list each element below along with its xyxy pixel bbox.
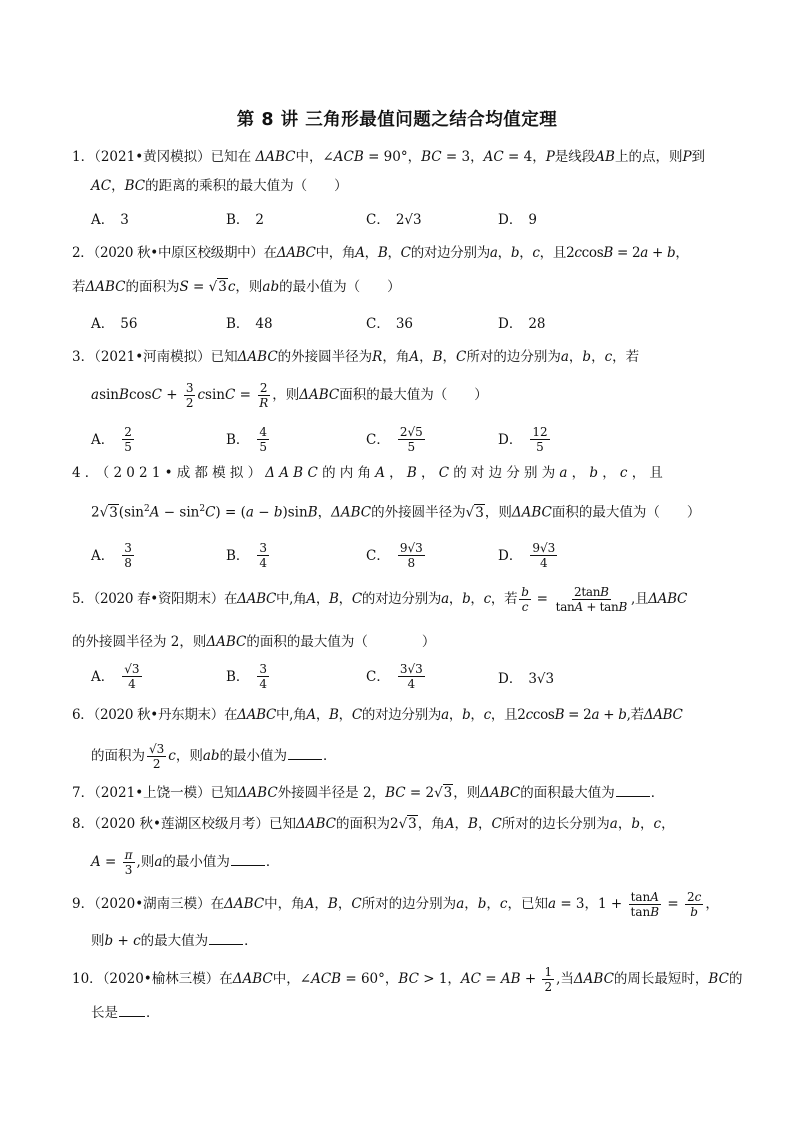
question-1-line-2: AC，BC的距离的乘积的最大值为（ ） — [91, 178, 348, 194]
question-6-line-2: 的面积为 $\frac{√3}{2}$ c，则ab的最小值为 ． — [91, 742, 337, 771]
question-6-line-1: 6．（2020 秋•丹东期末）在ΔABC中,角A，B，C的对边分别为a，b，c，且2ccosB = 2a + b,若ΔABC — [72, 707, 683, 723]
answer-blank[interactable] — [288, 745, 322, 760]
q1-option-a: A． 3 — [91, 212, 129, 228]
q5-option-b: B． $\frac{3}{4}$ — [226, 662, 268, 691]
q3-option-d: D． $\frac{12}{5}$ — [498, 425, 548, 454]
question-9-line-1: 9．（2020•湖南三模）在ΔABC中，角A，B，C所对的边分别为a，b，c，已知a = 3，1 + $\frac{\tan A}{\tan B}$ = $\frac{2c}{b}$ ， — [72, 890, 719, 919]
question-8-line-2: A = $\frac{\pi}{3}$ ,则a的最小值为 ． — [91, 848, 280, 877]
page-title: 第 8 讲 三角形最值问题之结合均值定理 — [236, 110, 558, 130]
q1-option-b: B． 2 — [226, 212, 265, 228]
question-7-line-1: 7．（2021•上饶一模）已知ΔABC外接圆半径是 2，BC = 2√3，则ΔABC的面积最大值为 ． — [72, 782, 664, 803]
question-9-line-2: 则b + c的最大值为 ． — [91, 930, 258, 951]
question-3-line-1: 3．（2021•河南模拟）已知ΔABC的外接圆半径为R，角A，B，C所对的边分别为a，b，c，若 — [72, 349, 640, 365]
answer-blank[interactable] — [119, 1002, 145, 1017]
question-1-line-1: 1．（2021•黄冈模拟）已知在 ΔABC中，∠ACB = 90°，BC = 3，AC = 4，P是线段AB上的点，则P到 — [72, 149, 706, 165]
question-2-line-2: 若ΔABC的面积为S = √3c，则ab的最小值为（ ） — [72, 279, 401, 295]
q5-option-c: C． $\frac{3√3}{4}$ — [366, 662, 423, 691]
q3-option-a: A． $\frac{2}{5}$ — [91, 425, 132, 454]
answer-blank[interactable] — [616, 782, 650, 797]
question-5-line-2: 的外接圆半径为 2，则ΔABC的面积的最大值为（ ） — [72, 634, 436, 650]
q2-option-b: B． 48 — [226, 316, 273, 332]
q2-option-a: A． 56 — [91, 316, 138, 332]
q4-option-b: B． $\frac{3}{4}$ — [226, 541, 268, 570]
question-4-line-2: $2√3(\sin^2A - \sin^2C) = (a - b)\sin B$，ΔABC的外接圆半径为√3，则ΔABC面积的最大值为（ ） — [91, 504, 701, 521]
question-10-line-1: 10．（2020•榆林三模）在ΔABC中，∠ACB = 60°，BC > 1，AC = AB + $\frac{1}{2}$ ,当ΔABC的周长最短时，BC的 — [72, 965, 743, 994]
q3-option-c: C． $\frac{2√5}{5}$ — [366, 425, 423, 454]
q4-option-d: D． $\frac{9√3}{4}$ — [498, 541, 556, 570]
question-4-line-1: 4．（2021•成都模拟）ΔABC的内角A，B，C的对边分别为a，b，c，且 — [72, 465, 668, 481]
q3-option-b: B． $\frac{4}{5}$ — [226, 425, 268, 454]
q1-option-d: D． 9 — [498, 212, 537, 228]
question-3-line-2: asinBcosC + $\frac{3}{2}$ csinC = $\frac{2}{R}$ ，则ΔABC面积的最大值为（ ） — [91, 381, 488, 410]
q5-option-a: A． $\frac{√3}{4}$ — [91, 662, 140, 691]
q1-option-c: C． 2√3 — [366, 212, 422, 228]
q4-option-c: C． $\frac{9√3}{8}$ — [366, 541, 423, 570]
q2-option-d: D． 28 — [498, 316, 546, 332]
q5-option-d: D． 3√3 — [498, 671, 555, 687]
question-10-line-2: 长是 ． — [91, 1002, 160, 1023]
answer-blank[interactable] — [209, 930, 243, 945]
q4-option-a: A． $\frac{3}{8}$ — [91, 541, 132, 570]
question-2-line-1: 2．（2020 秋•中原区校级期中）在ΔABC中，角A，B，C的对边分别为a，b，c，且2ccosB = 2a + b， — [72, 245, 689, 261]
question-5-line-1: 5．（2020 春•资阳期末）在ΔABC中,角A，B，C的对边分别为a，b，c，若 $\frac{b}{c}$ = $\frac{2\tan B}{\tan A + \tan B}$ ,且ΔABC — [72, 585, 687, 614]
question-8-line-1: 8．（2020 秋•莲湖区校级月考）已知ΔABC的面积为2√3，角A，B，C所对的边长分别为a，b，c， — [72, 816, 675, 832]
answer-blank[interactable] — [231, 851, 265, 866]
q2-option-c: C． 36 — [366, 316, 414, 332]
